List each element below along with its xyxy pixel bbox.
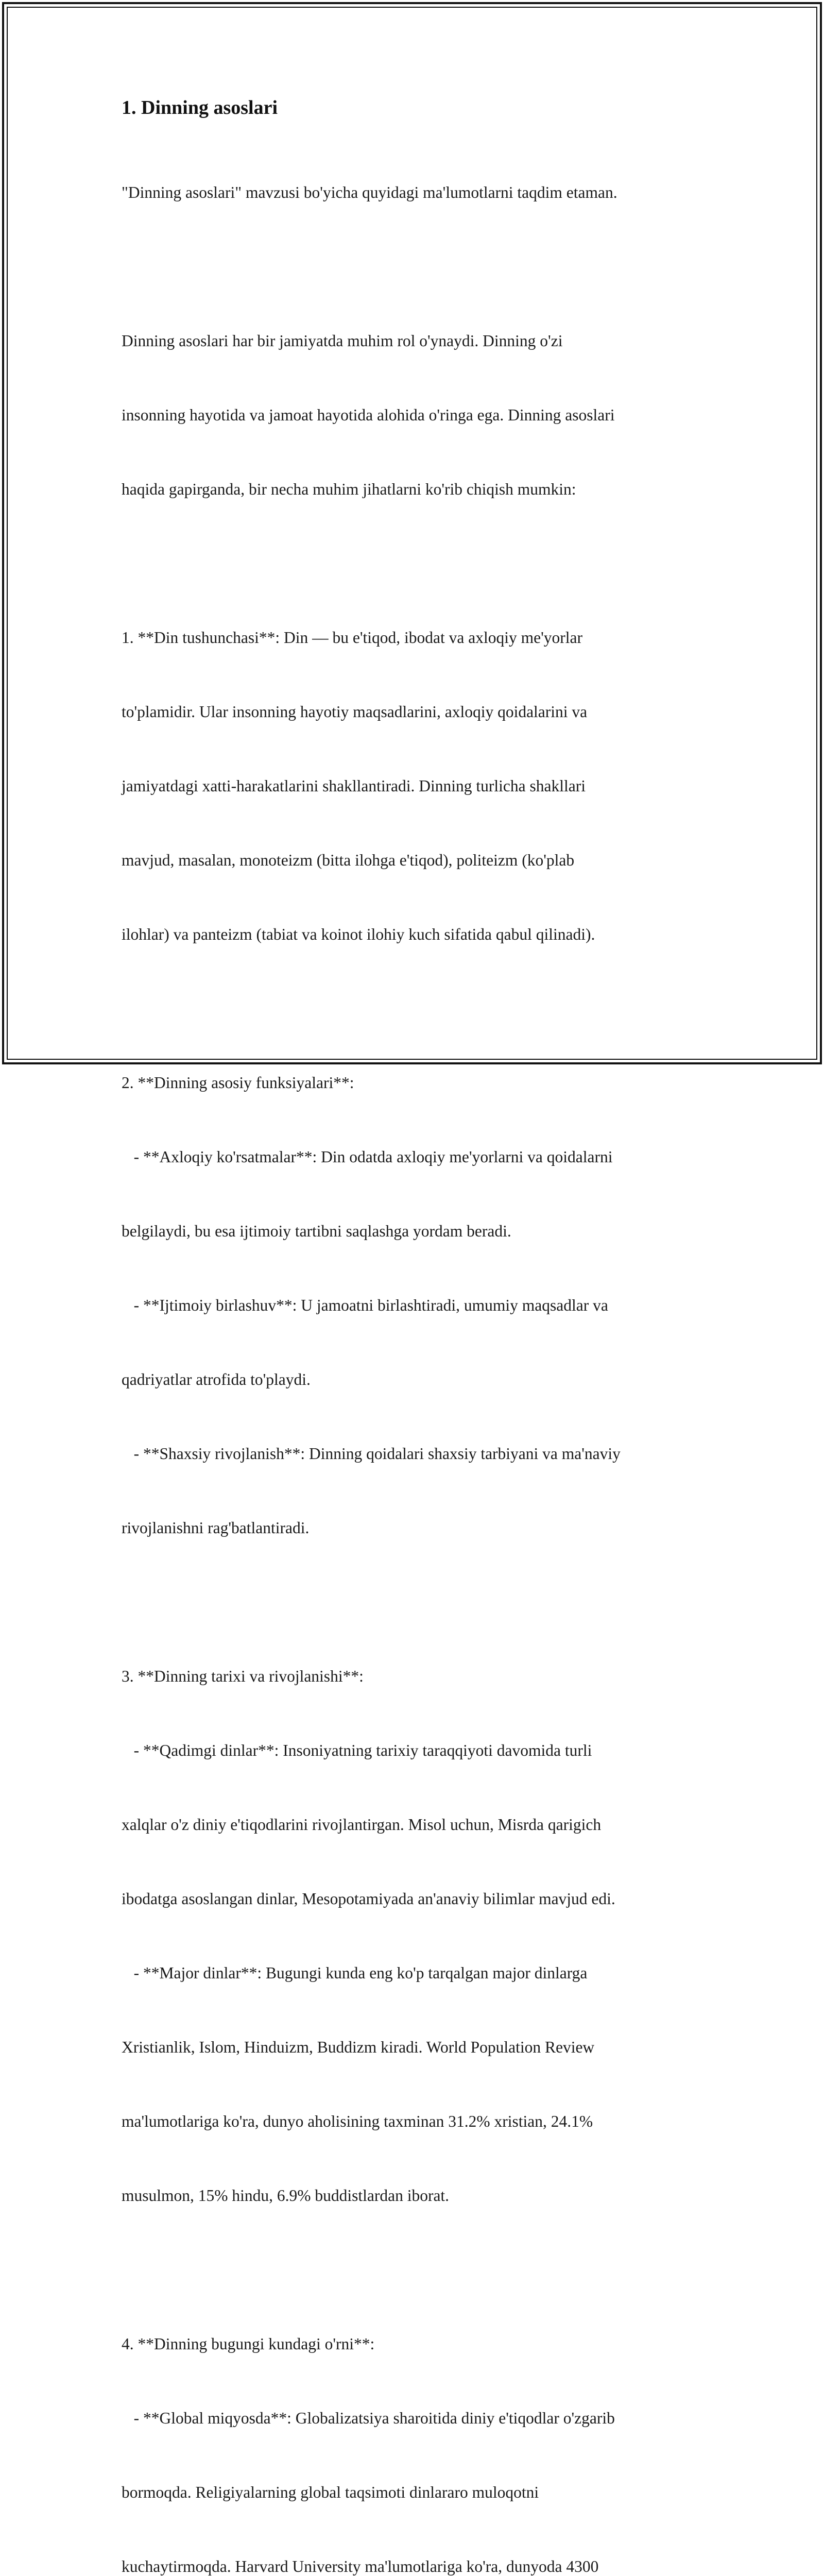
text-line: - **Axloqiy ko'rsatmalar**: Din odatda axloqiy me'yorlarni va qoidalarni <box>122 1148 613 1166</box>
text-line: qadriyatlar atrofida to'playdi. <box>122 1370 311 1388</box>
text-line: 3. **Dinning tarixi va rivojlanishi**: <box>122 1667 364 1685</box>
document-title: 1. Dinning asoslari <box>122 97 278 118</box>
text-line: 4. **Dinning bugungi kundagi o'rni**: <box>122 2335 375 2353</box>
blank-line <box>122 2258 709 2282</box>
blank-line <box>122 551 709 576</box>
text-line: ma'lumotlariga ko'ra, dunyo aholisining taxminan 31.2% xristian, 24.1% <box>122 2112 593 2130</box>
text-line: kuchaytirmoqda. Harvard University ma'lumotlariga ko'ra, dunyoda 4300 <box>122 2557 599 2575</box>
text-line: jamiyatdagi xatti-harakatlarini shakllantiradi. Dinning turlicha shakllari <box>122 777 586 795</box>
text-line: "Dinning asoslari" mavzusi bo'yicha quyidagi ma'lumotlarni taqdim etaman. <box>122 183 617 201</box>
text-line: belgilaydi, bu esa ijtimoiy tartibni saqlashga yordam beradi. <box>122 1222 511 1240</box>
text-line: bormoqda. Religiyalarning global taqsimoti dinlararo muloqotni <box>122 2483 539 2501</box>
text-line: - **Qadimgi dinlar**: Insoniyatning tarixiy taraqqiyoti davomida turli <box>122 1741 592 1759</box>
text-line: mavjud, masalan, monoteizm (bitta ilohga e'tiqod), politeizm (ko'plab <box>122 851 575 869</box>
blank-line <box>122 255 709 279</box>
text-line: - **Ijtimoiy birlashuv**: U jamoatni birlashtiradi, umumiy maqsadlar va <box>122 1296 608 1314</box>
text-line: ilohlar) va panteizm (tabiat va koinot ilohiy kuch sifatida qabul qilinadi). <box>122 925 595 943</box>
text-line: ibodatga asoslangan dinlar, Mesopotamiyada an'anaviy bilimlar mavjud edi. <box>122 1890 615 1908</box>
text-line: - **Global miqyosda**: Globalizatsiya sharoitida diniy e'tiqodlar o'zgarib <box>122 2409 615 2427</box>
text-line: haqida gapirganda, bir necha muhim jihatlarni ko'rib chiqish mumkin: <box>122 480 576 498</box>
blank-line <box>122 996 709 1021</box>
text-line: rivojlanishni rag'batlantiradi. <box>122 1519 310 1537</box>
text-line: Dinning asoslari har bir jamiyatda muhim rol o'ynaydi. Dinning o'zi <box>122 332 563 350</box>
document-page <box>122 96 709 2576</box>
text-line: xalqlar o'z diniy e'tiqodlarini rivojlantirgan. Misol uchun, Misrda qarigich <box>122 1816 602 1834</box>
text-line: 1. **Din tushunchasi**: Din — bu e'tiqod, ibodat va axloqiy me'yorlar <box>122 629 582 647</box>
text-line: Xristianlik, Islom, Hinduizm, Buddizm kiradi. World Population Review <box>122 2038 595 2056</box>
blank-line <box>122 1590 709 1615</box>
document-body <box>122 131 709 2576</box>
text-line: - **Major dinlar**: Bugungi kunda eng ko'p tarqalgan major dinlarga <box>122 1964 588 1982</box>
text-line: insonning hayotida va jamoat hayotida alohida o'ringa ega. Dinning asoslari <box>122 406 615 424</box>
text-line: musulmon, 15% hindu, 6.9% buddistlardan iborat. <box>122 2187 450 2205</box>
text-line: 2. **Dinning asosiy funksiyalari**: <box>122 1074 354 1092</box>
text-line: - **Shaxsiy rivojlanish**: Dinning qoidalari shaxsiy tarbiyani va ma'naviy <box>122 1445 621 1463</box>
text-line: to'plamidir. Ular insonning hayotiy maqsadlarini, axloqiy qoidalarini va <box>122 703 588 721</box>
